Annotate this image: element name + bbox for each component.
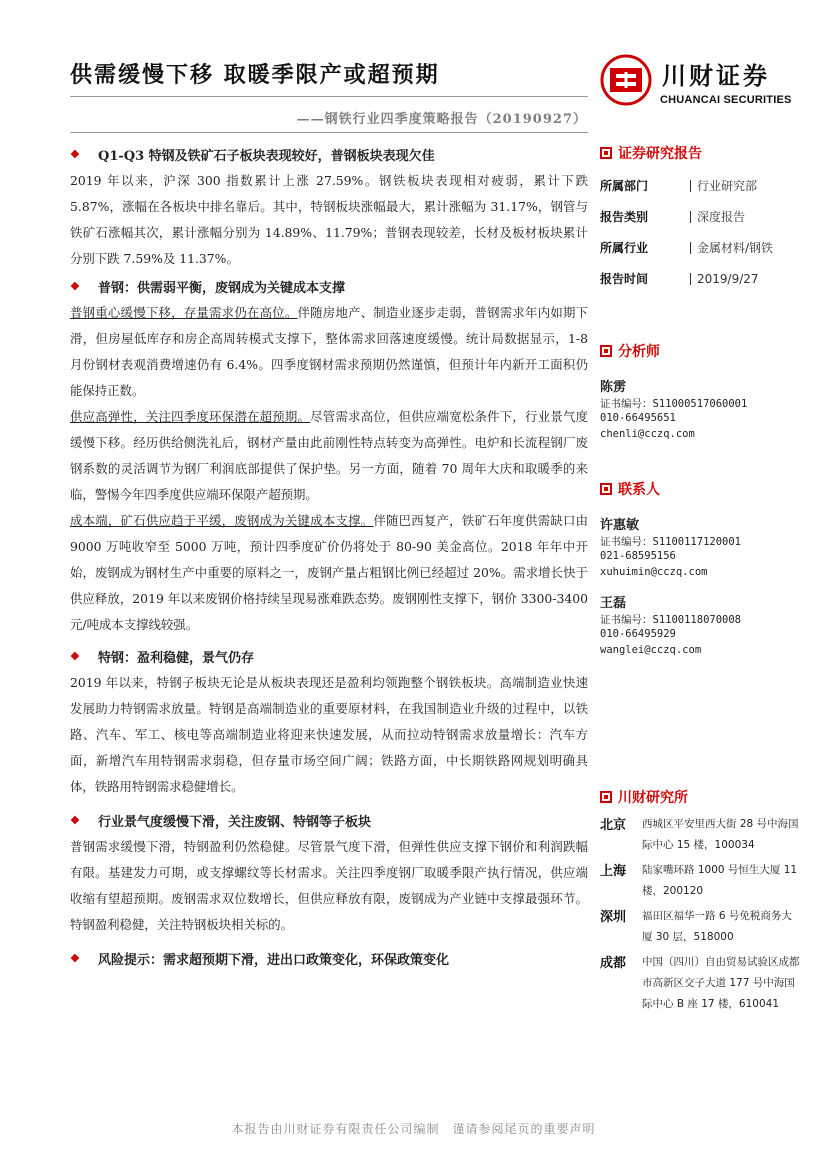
section-heading [70,274,588,298]
logo-en-text: CHUANCAI SECURITIES [660,94,792,106]
institute-section-head [600,786,800,808]
institute-head-label: 川财研究所 [618,790,688,806]
info-key: 报告类别 [600,210,649,224]
section-heading [70,946,588,970]
contact-block [600,514,800,582]
diamond-bullet-icon: ❖ [70,279,80,293]
body-paragraph [70,834,588,938]
office-city: 上海 [600,864,627,879]
info-row [600,232,800,263]
paragraph-text: 伴随房地产、制造业逐步走弱，普钢需求年内如期下滑，但房屋低库存和房企高周转模式支撑下，整体需求回落速度缓慢。统计局数据显示，1-8 月份钢材表观消费增速仍有 6.4%。四季度钢材需求预期仍然谨慎，但预计年内新开工面积仍能保持正数。 [70,305,589,398]
contact-name: 许惠敏 [600,518,640,533]
main-content [70,142,588,972]
body-paragraph [70,508,588,638]
diamond-bullet-icon: ❖ [70,147,80,161]
info-row [600,170,800,201]
section-heading [70,644,588,668]
section-heading-text: Q1-Q3 特钢及铁矿石子板块表现较好，普钢板块表现欠佳 [98,148,435,164]
office-entry [600,952,800,1015]
square-bullet-icon [600,791,612,803]
info-value: 金属材料/钢铁 [690,242,773,254]
office-city: 北京 [600,818,627,833]
diamond-bullet-icon: ❖ [70,951,80,965]
analyst-block [600,376,800,444]
section-heading-text: 特钢：盈利稳健，景气仍存 [98,650,255,666]
analyst-phone: 010-66495651 [600,412,676,424]
paragraph-text: 伴随巴西复产，铁矿石年度供需缺口由 9000 万吨收窄至 5000 万吨，预计四季度矿价仍将处于 80-90 美金高位。2018 年年中开始，废钢成为钢材生产中重要的原料之一，废钢产量占粗钢比例已经超过 20%。需求增长快于供应释放，2019 年以来废钢价格持续呈现易涨难跌态势。废钢刚性支撑下，钢价 3300-3400 元/吨成本支撑线较强。 [70,513,589,632]
contact-section-head [600,478,800,500]
info-value: 行业研究部 [690,180,757,192]
logo-cn-text: 川财证券 [662,62,770,90]
body-paragraph [70,404,588,508]
office-city: 深圳 [600,910,627,925]
key-point-underlined: 供应高弹性，关注四季度环保潜在超预期。 [70,409,311,424]
square-bullet-icon [600,147,612,159]
info-key: 所属行业 [600,241,649,255]
office-entry [600,860,800,902]
report-head-label: 证券研究报告 [618,146,702,162]
paragraph-text: 2019 年以来，沪深 300 指数累计上涨 27.59%。钢铁板块表现相对疲弱，累计下跌 5.87%，涨幅在各板块中排名靠后。其中，特钢板块涨幅最大，累计涨幅为 31.17%，钢管与铁矿石涨幅其次，累计涨幅分别为 14.89%、11.79%；普钢表现较差，长材及板材板块累计分别下跌 7.59%及 11.37%。 [70,173,588,266]
info-value: 2019/9/27 [690,273,759,285]
contact-email[interactable]: wanglei@cczq.com [600,644,702,656]
analyst-email[interactable]: chenli@cczq.com [600,428,695,440]
info-row [600,201,800,232]
office-address: 福田区福华一路 6 号免税商务大厦 30 层，518000 [642,910,792,943]
section-heading-text: 普钢：供需弱平衡，废钢成为关键成本支撑 [98,280,346,296]
analyst-section-head [600,340,800,362]
company-logo [600,52,800,112]
body-paragraph [70,168,588,272]
info-key: 报告时间 [600,272,649,286]
contact-name: 王磊 [600,596,627,611]
page-footer: 本报告由川财证券有限责任公司编制 谨请参阅尾页的重要声明 [231,1122,596,1136]
contact-cert: 证书编号：S1100118070008 [600,614,742,626]
section-heading-text: 风险提示：需求超预期下滑，进出口政策变化，环保政策变化 [98,952,450,968]
subtitle-rule [70,132,588,133]
office-entry [600,814,800,856]
section-heading-text: 行业景气度缓慢下滑，关注废钢、特钢等子板块 [98,814,372,830]
office-address: 中国（四川）自由贸易试验区成都市高新区交子大道 177 号中海国际中心 B 座 17 楼，610041 [642,956,800,1010]
info-row [600,263,800,294]
report-subtitle: ——钢铁行业四季度策略报告（20190927） [296,112,587,127]
contact-phone: 021-68595156 [600,550,676,562]
report-section-head [600,142,800,164]
contact-cert: 证书编号：S1100117120001 [600,536,742,548]
office-address: 西城区平安里西大街 28 号中海国际中心 15 楼，100034 [642,818,799,851]
info-key: 所属部门 [600,179,649,193]
diamond-bullet-icon: ❖ [70,813,80,827]
square-bullet-icon [600,345,612,357]
office-city: 成都 [600,956,627,971]
section-heading [70,808,588,832]
contact-block [600,592,800,660]
square-bullet-icon [600,483,612,495]
sidebar [600,142,800,1019]
paragraph-text: 普钢需求缓慢下滑，特钢盈利仍然稳健。尽管景气度下滑，但弹性供应支撑下钢价和利润跌幅有限。基建发力可期，或支撑螺纹等长材需求。关注四季度钢厂取暖季限产执行情况，供应端收缩有望超预期。废钢需求双位数增长，但供应释放有限，废钢成为产业链中支撑最强环节。特钢盈利稳健，关注特钢板块相关标的。 [70,839,588,932]
info-value: 深度报告 [690,211,745,223]
report-title: 供需缓慢下移 取暖季限产或超预期 [70,63,440,88]
contact-email[interactable]: xuhuimin@cczq.com [600,566,708,578]
key-point-underlined: 普钢重心缓慢下移，存量需求仍在高位。 [70,305,298,320]
body-paragraph [70,300,588,404]
body-paragraph [70,670,588,800]
analyst-cert: 证书编号：S1100051706000​1 [600,398,748,410]
logo-mark-icon [600,54,652,106]
contact-phone: 010-66495929 [600,628,676,640]
paragraph-text: 尽管需求高位，但供应端宽松条件下，行业景气度缓慢下移。经历供给侧洗礼后，钢材产量由此前刚性特点转变为高弹性。电炉和长流程钢厂废钢系数的灵活调节为钢厂利润底部提供了保护垫。另一方面，随着 70 周年大庆和取暖季的来临，警惕今年四季度供应端环保限产超预期。 [70,409,589,502]
office-address: 陆家嘴环路 1000 号恒生大厦 11 楼，200120 [642,864,798,897]
contact-head-label: 联系人 [618,482,660,498]
office-entry [600,906,800,948]
key-point-underlined: 成本端，矿石供应趋于平缓，废钢成为关键成本支撑。 [70,513,374,528]
diamond-bullet-icon: ❖ [70,649,80,663]
analyst-head-label: 分析师 [618,344,660,360]
paragraph-text: 2019 年以来，特钢子板块无论是从板块表现还是盈利均领跑整个钢铁板块。高端制造业快速发展助力特钢需求放量。特钢是高端制造业的重要原材料，在我国制造业升级的过程中，以铁路、汽车、军工、核电等高端制造业将迎来快速发展，从而拉动特钢需求放量增长：汽车方面，新增汽车用特钢需求弱稳，但存量市场空间广阔；铁路方面，中长期铁路网规划明确具体，铁路用特钢需求稳健增长。 [70,675,588,794]
analyst-name: 陈雳 [600,380,627,395]
section-heading [70,142,588,166]
title-rule [70,96,588,97]
